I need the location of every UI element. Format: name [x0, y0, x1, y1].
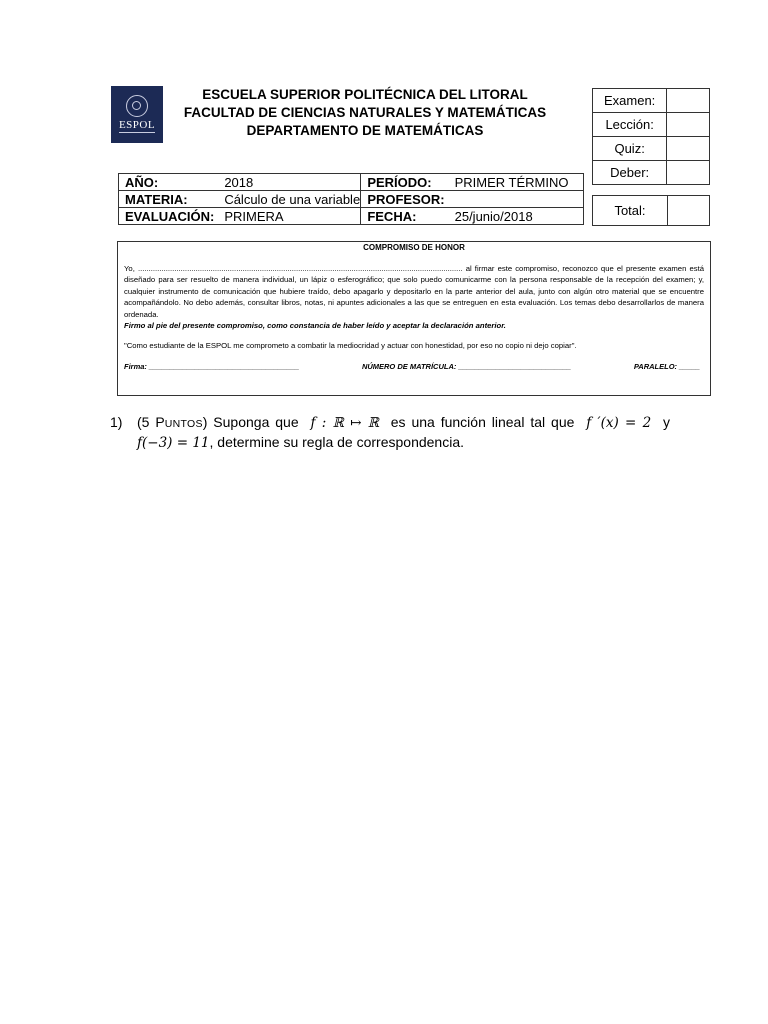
- year-label: AÑO:: [119, 174, 215, 191]
- subject-label: MATERIA:: [119, 191, 215, 208]
- question-line-1: [137, 413, 670, 433]
- honor-quote: "Como estudiante de la ESPOL me comprometo a combatir la mediocridad y actuar con honestidad, por eso no copio ni dejo copiar".: [124, 341, 577, 351]
- exam-info-table: [118, 173, 584, 225]
- espol-logo: [111, 86, 163, 143]
- honor-commitment-box: [117, 241, 711, 396]
- exam-label: Examen:: [593, 89, 667, 113]
- logo-underline: [119, 132, 155, 133]
- evaluation-value: PRIMERA: [214, 208, 361, 225]
- function-signature: f : ℝ ↦ ℝ: [310, 415, 379, 431]
- signature-line: [124, 362, 704, 371]
- date-value: 25/junio/2018: [445, 208, 584, 225]
- lesson-label: Lección:: [593, 113, 667, 137]
- question-number: 1): [110, 414, 123, 430]
- total-table: [592, 195, 710, 226]
- question-end-text: , determine su regla de correspondencia.: [209, 434, 464, 450]
- score-table: [592, 88, 710, 185]
- honor-paragraph-text: Yo, ........................................................................................................................................................ al firmar este compromiso, reconozco que el presente examen está diseñado para ser resuelto de manera individual, un lápiz o esferográfico; que solo puedo comunicarme con la persona responsable de la recepción del examen; y, cualquier instrumento de comunicación que hubiere traído, debo apagarlo y depositarlo en la parte anterior del aula, junto con algún otro material que se encuentre acompañándolo. No debo además, consultar libros, notas, ni apuntes adicionales a las que se entreguen en esta evaluación. Los temas debo desarrollarlos de manera ordenada.: [124, 264, 704, 319]
- honor-paragraph: [124, 263, 704, 331]
- exam-score-cell[interactable]: [667, 89, 710, 113]
- enrollment-field[interactable]: NÚMERO DE MATRÍCULA: ___________________________: [361, 362, 572, 372]
- professor-label: PROFESOR:: [361, 191, 445, 208]
- question-1: [110, 413, 670, 452]
- conjunction: y: [663, 414, 671, 430]
- total-label: Total:: [593, 196, 668, 226]
- year-value: 2018: [214, 174, 361, 191]
- points-close: ) Suponga que: [202, 414, 299, 430]
- logo-text: ESPOL: [118, 119, 156, 131]
- honor-signature-statement: Firmo al pie del presente compromiso, como constancia de haber leído y aceptar la declaración anterior.: [124, 321, 506, 331]
- department-title: DEPARTAMENTO DE MATEMÁTICAS: [246, 123, 484, 138]
- total-score-cell[interactable]: [668, 196, 710, 226]
- points-smallcaps: UNTOS: [164, 418, 203, 430]
- evaluation-label: EVALUACIÓN:: [119, 208, 215, 225]
- lesson-score-cell[interactable]: [667, 113, 710, 137]
- date-label: FECHA:: [361, 208, 445, 225]
- quiz-label: Quiz:: [593, 137, 667, 161]
- question-mid-text: es una función lineal tal que: [390, 414, 575, 430]
- signature-field[interactable]: Firma: ____________________________________: [124, 362, 300, 372]
- quiz-score-cell[interactable]: [667, 137, 710, 161]
- points-open: (5 P: [137, 414, 165, 430]
- professor-value[interactable]: [445, 191, 584, 208]
- honor-title: COMPROMISO DE HONOR: [363, 243, 465, 252]
- value-condition: f(−3) = 11: [137, 435, 210, 451]
- seal-icon: [126, 95, 148, 117]
- period-label: PERÍODO:: [361, 174, 445, 191]
- question-line-2: [137, 433, 670, 452]
- section-field[interactable]: PARALELO: _____: [633, 362, 700, 372]
- homework-score-cell[interactable]: [667, 161, 710, 185]
- faculty-title: FACULTAD DE CIENCIAS NATURALES Y MATEMÁTICAS: [183, 105, 547, 120]
- school-title: ESCUELA SUPERIOR POLITÉCNICA DEL LITORAL: [202, 87, 528, 102]
- subject-value: Cálculo de una variable: [214, 191, 361, 208]
- period-value: PRIMER TÉRMINO: [445, 174, 584, 191]
- derivative-condition: f ′(x) = 2: [586, 415, 652, 431]
- homework-label: Deber:: [593, 161, 667, 185]
